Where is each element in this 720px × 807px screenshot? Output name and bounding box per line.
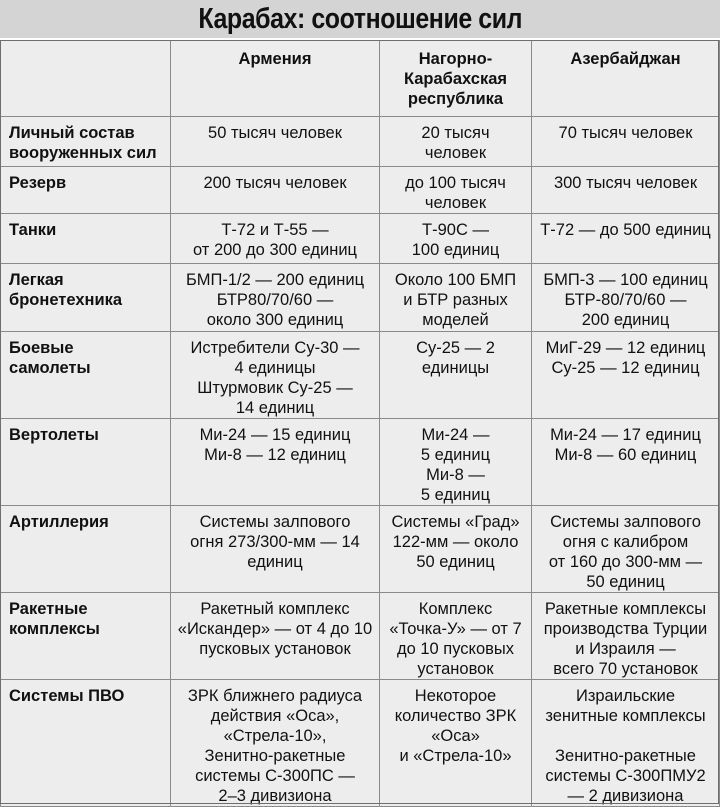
cell-line: и БТР разных <box>403 291 508 309</box>
table-row <box>1 506 720 593</box>
cell-line: системы С-300ПС — <box>195 767 355 785</box>
cell-line: моделей <box>422 311 489 329</box>
table-row <box>1 214 720 264</box>
cell-line: ЗРК ближнего радиуса <box>187 687 363 705</box>
cell-line: Т-90С — <box>422 221 489 239</box>
table-cell <box>380 419 532 506</box>
cell-line: Системы залпового <box>199 513 351 531</box>
cell-line: Зенитно-ракетные <box>204 747 346 765</box>
cell-line: 122-мм — около <box>392 533 519 551</box>
cell-line: 14 единиц <box>235 399 315 417</box>
cell-line: от 160 до 300-мм — <box>548 553 703 571</box>
table-cell <box>171 419 380 506</box>
row-label-line: Вертолеты <box>9 426 99 444</box>
table-cell <box>171 506 380 593</box>
table-cell <box>380 117 532 167</box>
table-cell <box>532 167 720 214</box>
cell-line: Ми-8 — <box>426 466 485 484</box>
row-label-line: Ракетные <box>9 600 88 618</box>
table-cell <box>171 680 380 807</box>
cell-line: Ми-8 — 60 единиц <box>554 446 697 464</box>
table-cell <box>532 593 720 680</box>
row-label-line: Артиллерия <box>9 513 109 531</box>
cell-line: зенитные комплексы <box>545 707 706 725</box>
table-cell <box>532 680 720 807</box>
cell-line: БМП-3 — 100 единиц <box>543 271 708 289</box>
cell-line: «Стрела-10», <box>223 727 327 745</box>
cell-line: от 200 до 300 единиц <box>192 241 357 259</box>
cell-line: 20 тысяч <box>421 124 490 142</box>
table-row <box>1 167 720 214</box>
cell-line: «Точка-У» — от 7 <box>389 620 522 638</box>
cell-line: системы С-300ПМУ2 <box>545 767 706 785</box>
cell-line: Около 100 БМП <box>394 271 517 289</box>
cell-line: и Израиля — <box>575 640 676 658</box>
row-label-line: бронетехника <box>9 291 123 309</box>
table-row <box>1 332 720 419</box>
table-row <box>1 680 720 807</box>
cell-line: до 100 тысяч <box>405 174 506 192</box>
cell-line: 5 единиц <box>420 446 491 464</box>
cell-line: единицы <box>421 359 490 377</box>
column-header-armenia <box>171 41 380 117</box>
column-header-line: Азербайджан <box>570 50 681 68</box>
cell-line: пусковых установок <box>199 640 351 658</box>
cell-line: огня с калибром <box>562 533 689 551</box>
column-header-line: республика <box>407 90 504 108</box>
row-label <box>1 117 171 167</box>
cell-line: Ми-24 — 17 единиц <box>550 426 701 444</box>
cell-line: 200 единиц <box>581 311 670 329</box>
table-cell <box>171 117 380 167</box>
table-row <box>1 117 720 167</box>
cell-line: Системы залпового <box>550 513 701 531</box>
cell-line: «Искандер» — от 4 до 10 <box>177 620 373 638</box>
page-title: Карабах: соотношение сил <box>198 2 522 35</box>
row-label-line: Боевые <box>9 339 74 357</box>
table-cell <box>380 167 532 214</box>
cell-line: — 2 дивизиона <box>567 787 684 805</box>
cell-line: БТР-80/70/60 — <box>564 291 687 309</box>
row-label <box>1 680 171 807</box>
cell-line: 70 тысяч человек <box>558 124 693 142</box>
cell-line: МиГ-29 — 12 единиц <box>545 339 706 357</box>
table-cell <box>532 506 720 593</box>
table-cell <box>532 117 720 167</box>
cell-line: и «Стрела-10» <box>399 747 512 765</box>
row-label-line: Легкая <box>9 271 64 289</box>
column-header-line: Карабахская <box>403 70 508 88</box>
row-label-line: комплексы <box>9 620 100 638</box>
cell-line: Ми-24 — 15 единиц <box>199 426 351 444</box>
cell-line: человек <box>424 194 487 212</box>
row-label-line: Системы ПВО <box>9 687 125 705</box>
cell-line: «Оса» <box>431 727 480 745</box>
cell-line: 300 тысяч человек <box>553 174 698 192</box>
table-cell <box>380 680 532 807</box>
table-cell <box>171 593 380 680</box>
cell-line: Некоторое <box>414 687 497 705</box>
table-cell <box>532 214 720 264</box>
table-row <box>1 419 720 506</box>
cell-line: огня 273/300-мм — 14 <box>190 533 360 551</box>
cell-line: 200 тысяч человек <box>203 174 347 192</box>
table-cell <box>171 167 380 214</box>
cell-line: БТР80/70/60 — <box>216 291 334 309</box>
cell-line: единиц <box>247 553 303 571</box>
cell-line: 4 единицы <box>234 359 316 377</box>
row-label <box>1 214 171 264</box>
cell-line: производства Турции <box>543 620 708 638</box>
table-cell <box>171 332 380 419</box>
cell-line: Зенитно-ракетные <box>555 747 696 765</box>
row-label-line: Танки <box>9 221 57 239</box>
cell-line: Т-72 и Т-55 — <box>221 221 329 239</box>
cell-line: Ми-8 — 12 единиц <box>204 446 346 464</box>
cell-line: Ракетные комплексы <box>544 600 707 618</box>
cell-line: Штурмовик Су-25 — <box>197 379 353 397</box>
cell-line: 100 единиц <box>411 241 500 259</box>
title-bar <box>0 0 720 38</box>
column-header-line: Армения <box>238 50 312 68</box>
table-cell <box>532 332 720 419</box>
forces-table <box>0 40 720 807</box>
table-cell <box>380 214 532 264</box>
column-header-azerbaijan <box>532 41 720 117</box>
table-cell <box>532 264 720 332</box>
cell-line: Комплекс <box>418 600 493 618</box>
column-header-line: Нагорно- <box>418 50 493 68</box>
row-label-line: Резерв <box>9 174 67 192</box>
cell-line: Истребители Су-30 — <box>190 339 360 357</box>
table-cell <box>380 506 532 593</box>
corner-cell <box>1 41 171 117</box>
row-label <box>1 419 171 506</box>
table-cell <box>171 214 380 264</box>
column-header-nkr <box>380 41 532 117</box>
table-row <box>1 593 720 680</box>
table-body <box>1 117 720 807</box>
cell-line: 5 единиц <box>420 486 491 504</box>
cell-line: Системы «Град» <box>391 513 520 531</box>
cell-line: количество ЗРК <box>394 707 517 725</box>
cell-line: человек <box>424 144 487 162</box>
cell-line: до 10 пусковых <box>396 640 515 658</box>
table-cell <box>380 332 532 419</box>
row-label-line: самолеты <box>9 359 91 377</box>
table-cell <box>380 264 532 332</box>
cell-line: Ракетный комплекс <box>200 600 350 618</box>
header-row <box>1 41 720 117</box>
cell-line: 50 тысяч человек <box>208 124 342 142</box>
cell-line: установок <box>417 660 494 678</box>
cell-line: БМП-1/2 — 200 единиц <box>185 271 365 289</box>
cell-line: 2–3 дивизиона <box>218 787 332 805</box>
cell-line: Су-25 — 12 единиц <box>551 359 700 377</box>
row-label <box>1 264 171 332</box>
cell-line: действия «Оса», <box>210 707 340 725</box>
row-label <box>1 506 171 593</box>
cell-line: 50 единиц <box>586 573 665 591</box>
cell-line <box>538 726 713 746</box>
cell-line: Израильские <box>575 687 676 705</box>
row-label-line: вооруженных сил <box>9 144 157 162</box>
row-label <box>1 593 171 680</box>
cell-line: 50 единиц <box>416 553 495 571</box>
row-label-line: Личный состав <box>9 124 135 142</box>
row-label <box>1 332 171 419</box>
table-cell <box>380 593 532 680</box>
table-cell <box>171 264 380 332</box>
table-cell <box>532 419 720 506</box>
cell-line: Ми-24 — <box>421 426 490 444</box>
cell-line: всего 70 установок <box>553 660 698 678</box>
cell-line: около 300 единиц <box>206 311 344 329</box>
row-label <box>1 167 171 214</box>
cell-line: Су-25 — 2 <box>416 339 495 357</box>
table-row <box>1 264 720 332</box>
cell-line: Т-72 — до 500 единиц <box>540 221 711 239</box>
